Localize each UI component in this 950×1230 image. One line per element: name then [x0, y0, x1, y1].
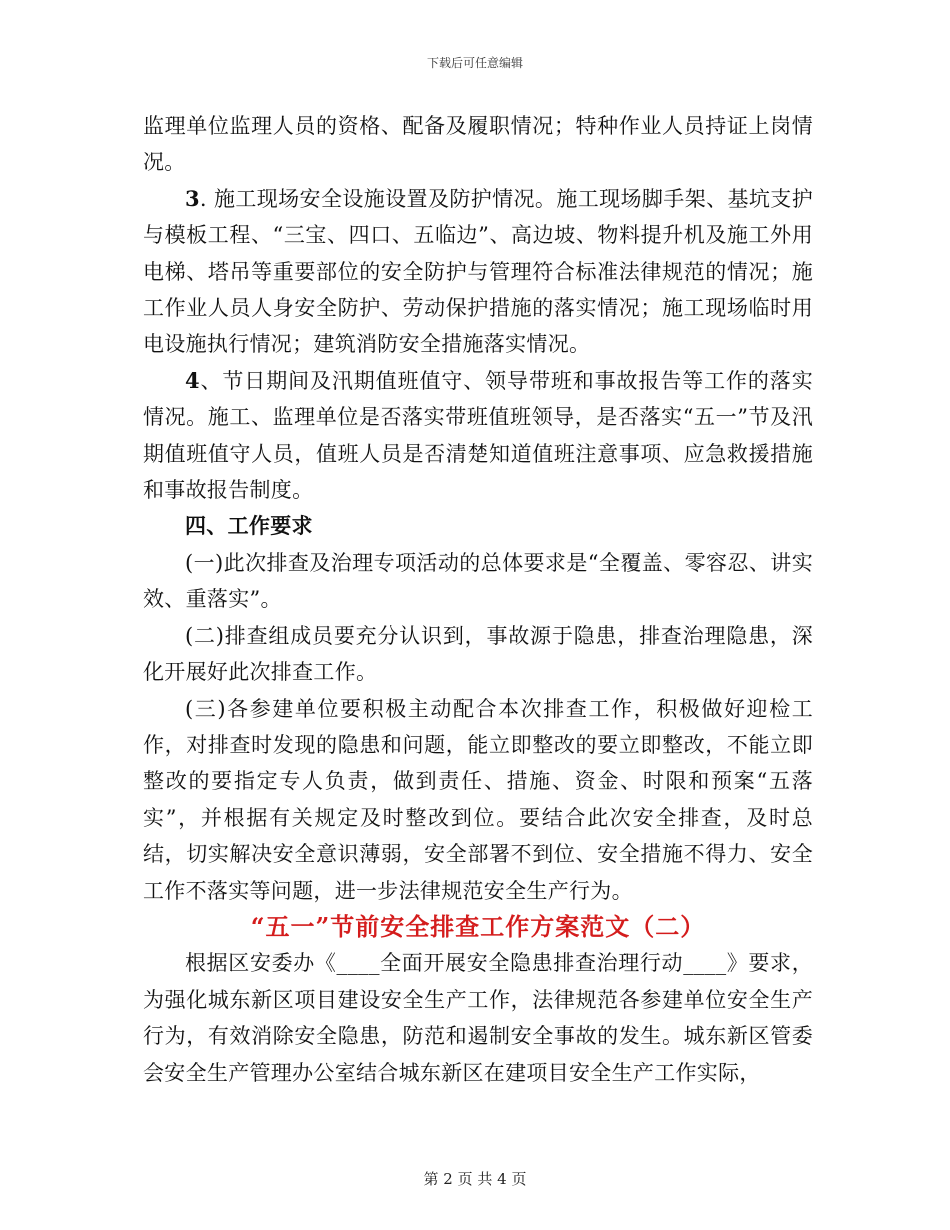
- item-text: 、节日期间及汛期值班值守、领导带班和事故报告等工作的落实情况。施工、监理单位是否落实带班值班领导，是否落实“五一”节及汛期值班值守人员，值班人员是否清楚知道值班注意事项、应急救援措施和事故报告制度。: [143, 368, 813, 503]
- section-heading: 四、工作要求: [185, 513, 313, 539]
- item-number: 3: [185, 185, 200, 211]
- paragraph-item-4: [143, 363, 813, 509]
- paragraph-intro: 根据区安委办《____全面开展安全隐患排查治理行动____》要求，为强化城东新区项目建设安全生产工作，法律规范各参建单位安全生产行为，有效消除安全隐患，防范和遏制安全事故的发生。城东新区管委会安全生产管理办公室结合城东新区在建项目安全生产工作实际，: [143, 951, 813, 1085]
- page-header: 下载后可任意编辑: [426, 56, 523, 70]
- requirement-1: (一)此次排查及治理专项活动的总体要求是“全覆盖、零容忍、讲实效、重落实”。: [143, 550, 813, 612]
- document-title: “五一”节前安全排查工作方案范文（二）: [250, 911, 706, 941]
- page-footer: 第 2 页 共 4 页: [423, 1170, 527, 1188]
- item-text: . 施工现场安全设施设置及防护情况。施工现场脚手架、基坑支护与模板工程、“三宝、四口、五临边”、高边坡、物料提升机及施工外用电梯、塔吊等重要部位的安全防护与管理符合标准法律规范的情况；施工作业人员人身安全防护、劳动保护措施的落实情况；施工现场临时用电设施执行情况；建筑消防安全措施落实情况。: [143, 186, 813, 357]
- requirement-2: (二)排查组成员要充分认识到，事故源于隐患，排查治理隐患，深化开展好此次排查工作。: [143, 623, 813, 685]
- item-number: 4: [185, 367, 200, 393]
- requirement-3: (三)各参建单位要积极主动配合本次排查工作，积极做好迎检工作，对排查时发现的隐患和问题，能立即整改的要立即整改，不能立即整改的要指定专人负责，做到责任、措施、资金、时限和预案“五落实”，并根据有关规定及时整改到位。要结合此次安全排查，及时总结，切实解决安全意识薄弱，安全部署不到位、安全措施不得力、安全工作不落实等问题，进一步法律规范安全生产行为。: [143, 696, 813, 903]
- paragraph-supervision: 监理单位监理人员的资格、配备及履职情况；特种作业人员持证上岗情况。: [143, 114, 813, 175]
- paragraph-item-3: [143, 181, 813, 363]
- document-body: [143, 108, 813, 1091]
